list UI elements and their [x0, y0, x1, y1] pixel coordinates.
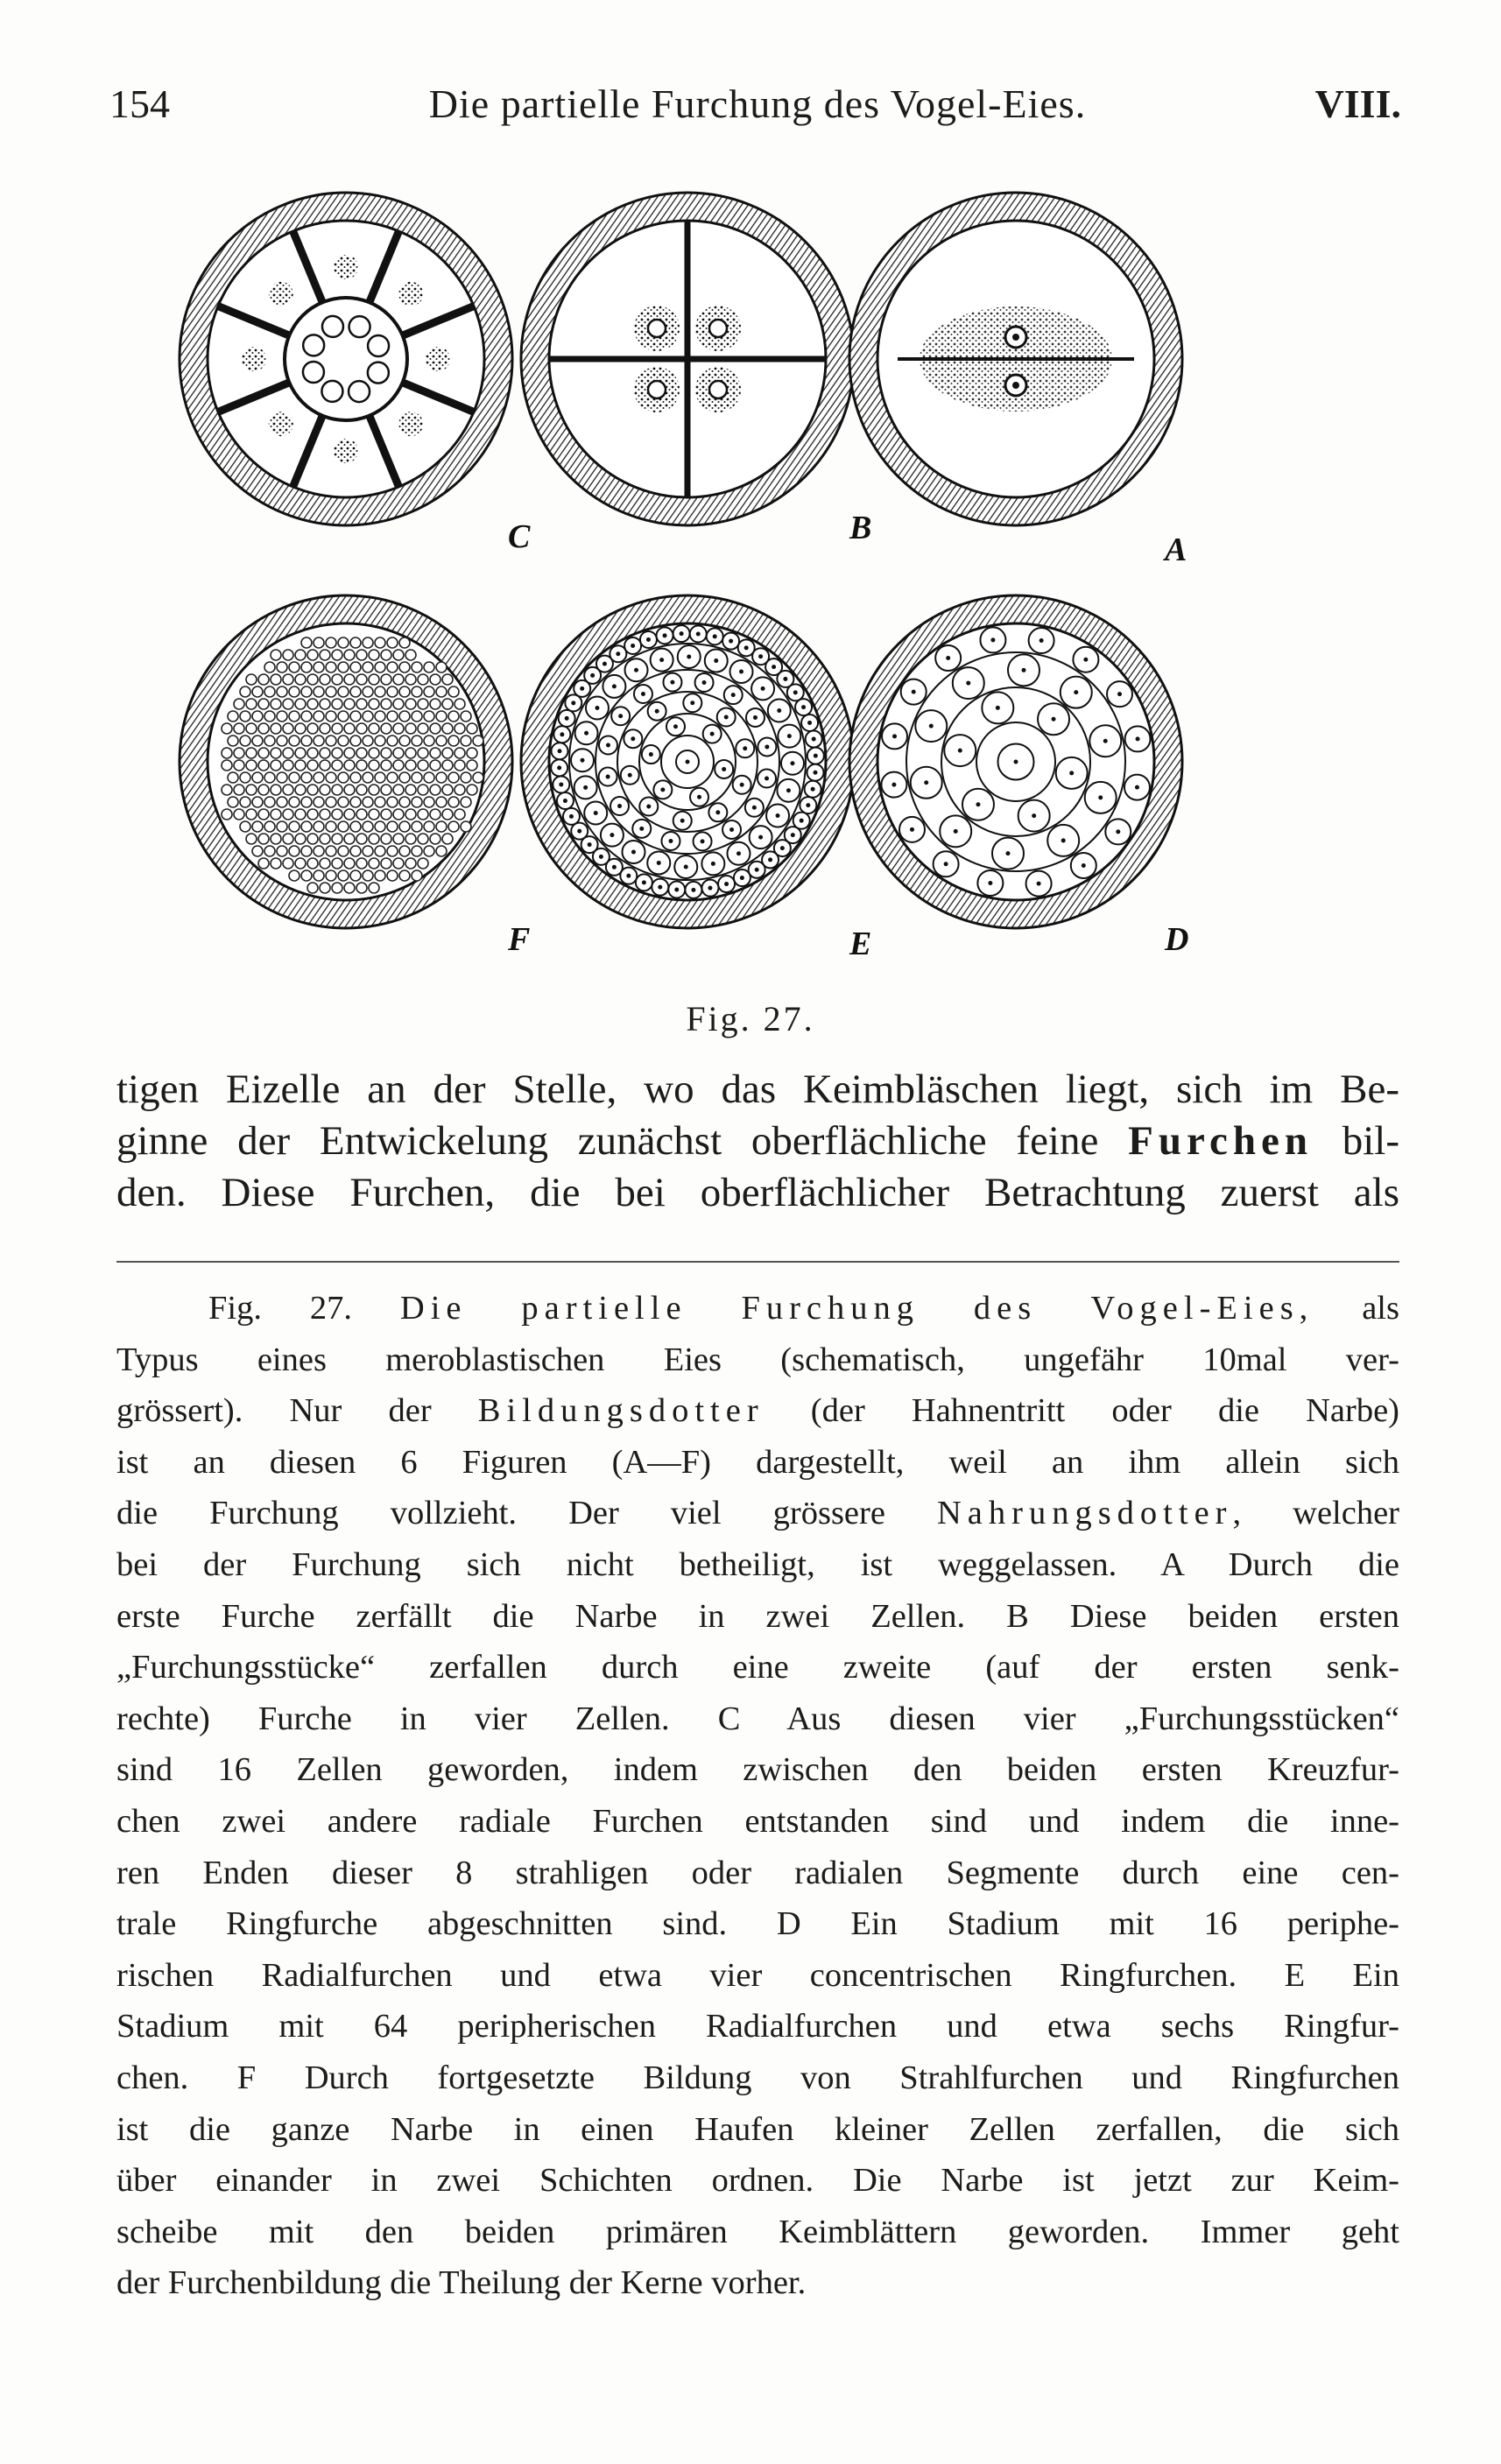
- stage-f-disc: [180, 595, 512, 928]
- caption-title: Die partielle Furchung des Vogel-Eies,: [399, 1290, 1314, 1327]
- caption-line: trale Ringfurche abgeschnitten sind. D Ein Stadium mit 16 periphe-: [116, 1905, 1399, 1943]
- caption-run: als: [1314, 1290, 1399, 1327]
- caption-line: rechte) Furche in vier Zellen. C Aus diesen vier „Furchungsstücken“: [116, 1700, 1399, 1737]
- caption-term: Bildungsdotter: [477, 1392, 765, 1430]
- chapter-number: VIII.: [1314, 81, 1401, 126]
- caption-line: [116, 1283, 1399, 1334]
- caption-line: erste Furche zerfällt die Narbe in zwei Zellen. B Diese beiden ersten: [116, 1597, 1399, 1635]
- stage-c-disc: [180, 193, 512, 525]
- caption-line: „Furchungsstücke“ zerfallen durch eine zweite (auf der ersten senk-: [116, 1649, 1399, 1686]
- caption-run: die Furchung vollzieht. Der viel grössere: [116, 1495, 937, 1532]
- body-line: [116, 1116, 1399, 1167]
- caption-line: scheibe mit den beiden primären Keimblättern geworden. Immer geht: [116, 2213, 1399, 2250]
- body-text-run: bil-: [1312, 1118, 1399, 1164]
- caption-term: Nahrungsdotter: [936, 1495, 1233, 1532]
- caption-run: grössert). Nur der: [116, 1392, 478, 1430]
- caption-line: ren Enden dieser 8 strahligen oder radialen Segmente durch eine cen-: [116, 1854, 1399, 1891]
- body-text-run: ginne der Entwickelung zunächst oberflächliche feine: [116, 1118, 1129, 1164]
- running-header: [109, 81, 1401, 142]
- panel-letter-stage-d: D: [1165, 921, 1189, 958]
- caption-line: Stadium mit 64 peripherischen Radialfurchen und etwa sechs Ringfur-: [116, 2008, 1399, 2045]
- caption-line: [116, 1385, 1399, 1437]
- caption-line: über einander in zwei Schichten ordnen. Die Narbe ist jetzt zur Keim-: [116, 2162, 1399, 2200]
- caption-line: sind 16 Zellen geworden, indem zwischen den beiden ersten Kreuzfur-: [116, 1751, 1399, 1789]
- caption-line: ist die ganze Narbe in einen Haufen kleiner Zellen zerfallen, die sich: [116, 2110, 1399, 2148]
- stage-d-disc: [849, 595, 1182, 928]
- caption-run: (der Hahnentritt oder die Narbe): [764, 1392, 1399, 1430]
- caption-line: chen. F Durch fortgesetzte Bildung von Strahlfurchen und Ringfurchen: [116, 2059, 1399, 2096]
- figure-27-plate: [162, 171, 1335, 968]
- caption-line: rischen Radialfurchen und etwa vier concentrischen Ringfurchen. E Ein: [116, 1956, 1399, 1994]
- figure-label: Fig. 27.: [686, 999, 815, 1038]
- stage-b-disc: [521, 193, 854, 525]
- footnote-rule: [116, 1261, 1399, 1263]
- caption-run: Fig. 27.: [208, 1290, 400, 1327]
- panel-letter-stage-e: E: [849, 926, 872, 962]
- caption-line: der Furchenbildung die Theilung der Kerne vorher.: [116, 2264, 807, 2302]
- caption-line: [116, 1488, 1399, 1539]
- caption-line: bei der Furchung sich nicht betheiligt, ist weggelassen. A Durch die: [116, 1545, 1399, 1583]
- panel-letter-stage-f: F: [508, 921, 531, 958]
- panel-letter-stage-b: B: [849, 510, 872, 546]
- stage-a-disc: [849, 193, 1182, 525]
- stage-e-disc: [521, 595, 854, 928]
- figure-caption: [116, 1283, 1399, 2309]
- caption-line: ist an diesen 6 Figuren (A—F) dargestellt, weil an ihm allein sich: [116, 1443, 1399, 1481]
- caption-line: Typus eines meroblastischen Eies (schematisch, ungefähr 10mal ver-: [116, 1341, 1399, 1378]
- body-line: tigen Eizelle an der Stelle, wo das Keimbläschen liegt, sich im Be-: [116, 1067, 1399, 1112]
- page-number: 154: [109, 81, 170, 126]
- panel-letter-stage-a: A: [1165, 532, 1187, 568]
- body-text: [116, 1064, 1399, 1219]
- emphasized-term: Furchen: [1128, 1118, 1313, 1164]
- running-title: Die partielle Furchung des Vogel-Eies.: [428, 81, 1087, 126]
- caption-line: chen zwei andere radiale Furchen entstanden sind und indem die inne-: [116, 1802, 1399, 1840]
- body-line: den. Diese Furchen, die bei oberflächlicher Betrachtung zuerst als: [116, 1170, 1399, 1215]
- panel-letter-stage-c: C: [508, 518, 531, 555]
- caption-run: , welcher: [1232, 1495, 1399, 1532]
